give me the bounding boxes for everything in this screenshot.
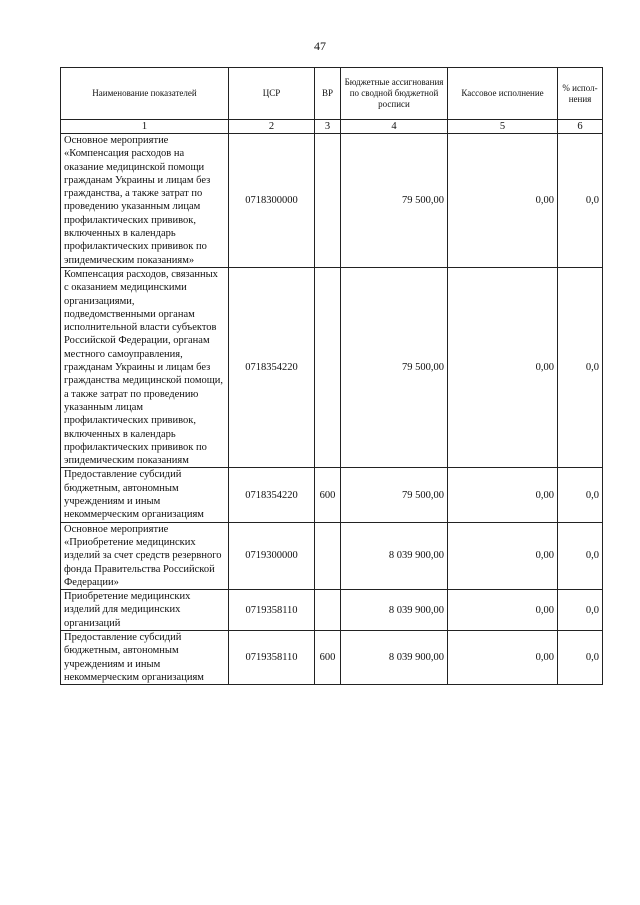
budget-amount: 79 500,00 (341, 468, 448, 522)
table-row (61, 267, 603, 467)
vr-code: 600 (315, 630, 341, 684)
header-percent: % испол-нения (558, 68, 603, 120)
executed-amount: 0,00 (448, 468, 558, 522)
execution-percent: 0,0 (558, 267, 603, 467)
indicator-name: Основное мероприятие «Компенсация расходов на оказание медицинской помощи гражданам Украины и лицам без гражданства, а также затрат по проведению указанным лицам профилактических прививок, включенных в календарь профилактических прививок по эпидемическим показаниям» (61, 134, 229, 268)
vr-code (315, 134, 341, 268)
vr-code: 600 (315, 468, 341, 522)
table-row (61, 468, 603, 522)
header-name: Наименование показателей (61, 68, 229, 120)
header-csr: ЦСР (229, 68, 315, 120)
budget-execution-table (60, 67, 603, 685)
csr-code: 0718354220 (229, 468, 315, 522)
indicator-name: Компенсация расходов, связанных с оказанием медицинскими организациями, подведомственными органам исполнительной власти субъектов Российской Федерации, органам местного самоуправления, гражданам Украины и лицам без гражданства медицинской помощи, а также затрат по проведению указанным лицам профилактических прививок, включенных в календарь профилактических прививок по эпидемическим показаниям (61, 267, 229, 467)
vr-code (315, 267, 341, 467)
column-number: 5 (448, 120, 558, 134)
budget-amount: 8 039 900,00 (341, 590, 448, 631)
csr-code: 0719358110 (229, 590, 315, 631)
page-number: 47 (314, 39, 326, 53)
column-number: 3 (315, 120, 341, 134)
vr-code (315, 522, 341, 589)
csr-code: 0718300000 (229, 134, 315, 268)
table-row (61, 522, 603, 589)
budget-amount: 8 039 900,00 (341, 630, 448, 684)
column-number-row (61, 120, 603, 134)
table-row (61, 630, 603, 684)
execution-percent: 0,0 (558, 134, 603, 268)
executed-amount: 0,00 (448, 134, 558, 268)
executed-amount: 0,00 (448, 630, 558, 684)
header-executed: Кассовое исполнение (448, 68, 558, 120)
table-row (61, 590, 603, 631)
executed-amount: 0,00 (448, 267, 558, 467)
table-row (61, 134, 603, 268)
csr-code: 0719358110 (229, 630, 315, 684)
header-budget: Бюджетные ассигнования по сводной бюджетной росписи (341, 68, 448, 120)
column-number: 1 (61, 120, 229, 134)
vr-code (315, 590, 341, 631)
csr-code: 0719300000 (229, 522, 315, 589)
indicator-name: Предоставление субсидий бюджетным, автономным учреждениям и иным некоммерческим организациям (61, 468, 229, 522)
execution-percent: 0,0 (558, 590, 603, 631)
execution-percent: 0,0 (558, 468, 603, 522)
budget-amount: 79 500,00 (341, 267, 448, 467)
budget-amount: 79 500,00 (341, 134, 448, 268)
csr-code: 0718354220 (229, 267, 315, 467)
header-vr: ВР (315, 68, 341, 120)
executed-amount: 0,00 (448, 522, 558, 589)
column-number: 4 (341, 120, 448, 134)
budget-amount: 8 039 900,00 (341, 522, 448, 589)
execution-percent: 0,0 (558, 630, 603, 684)
indicator-name: Предоставление субсидий бюджетным, автономным учреждениям и иным некоммерческим организациям (61, 630, 229, 684)
indicator-name: Приобретение медицинских изделий для медицинских организаций (61, 590, 229, 631)
column-number: 6 (558, 120, 603, 134)
execution-percent: 0,0 (558, 522, 603, 589)
indicator-name: Основное мероприятие «Приобретение медицинских изделий за счет средств резервного фонда Правительства Российской Федерации» (61, 522, 229, 589)
column-number: 2 (229, 120, 315, 134)
executed-amount: 0,00 (448, 590, 558, 631)
header-row (61, 68, 603, 120)
